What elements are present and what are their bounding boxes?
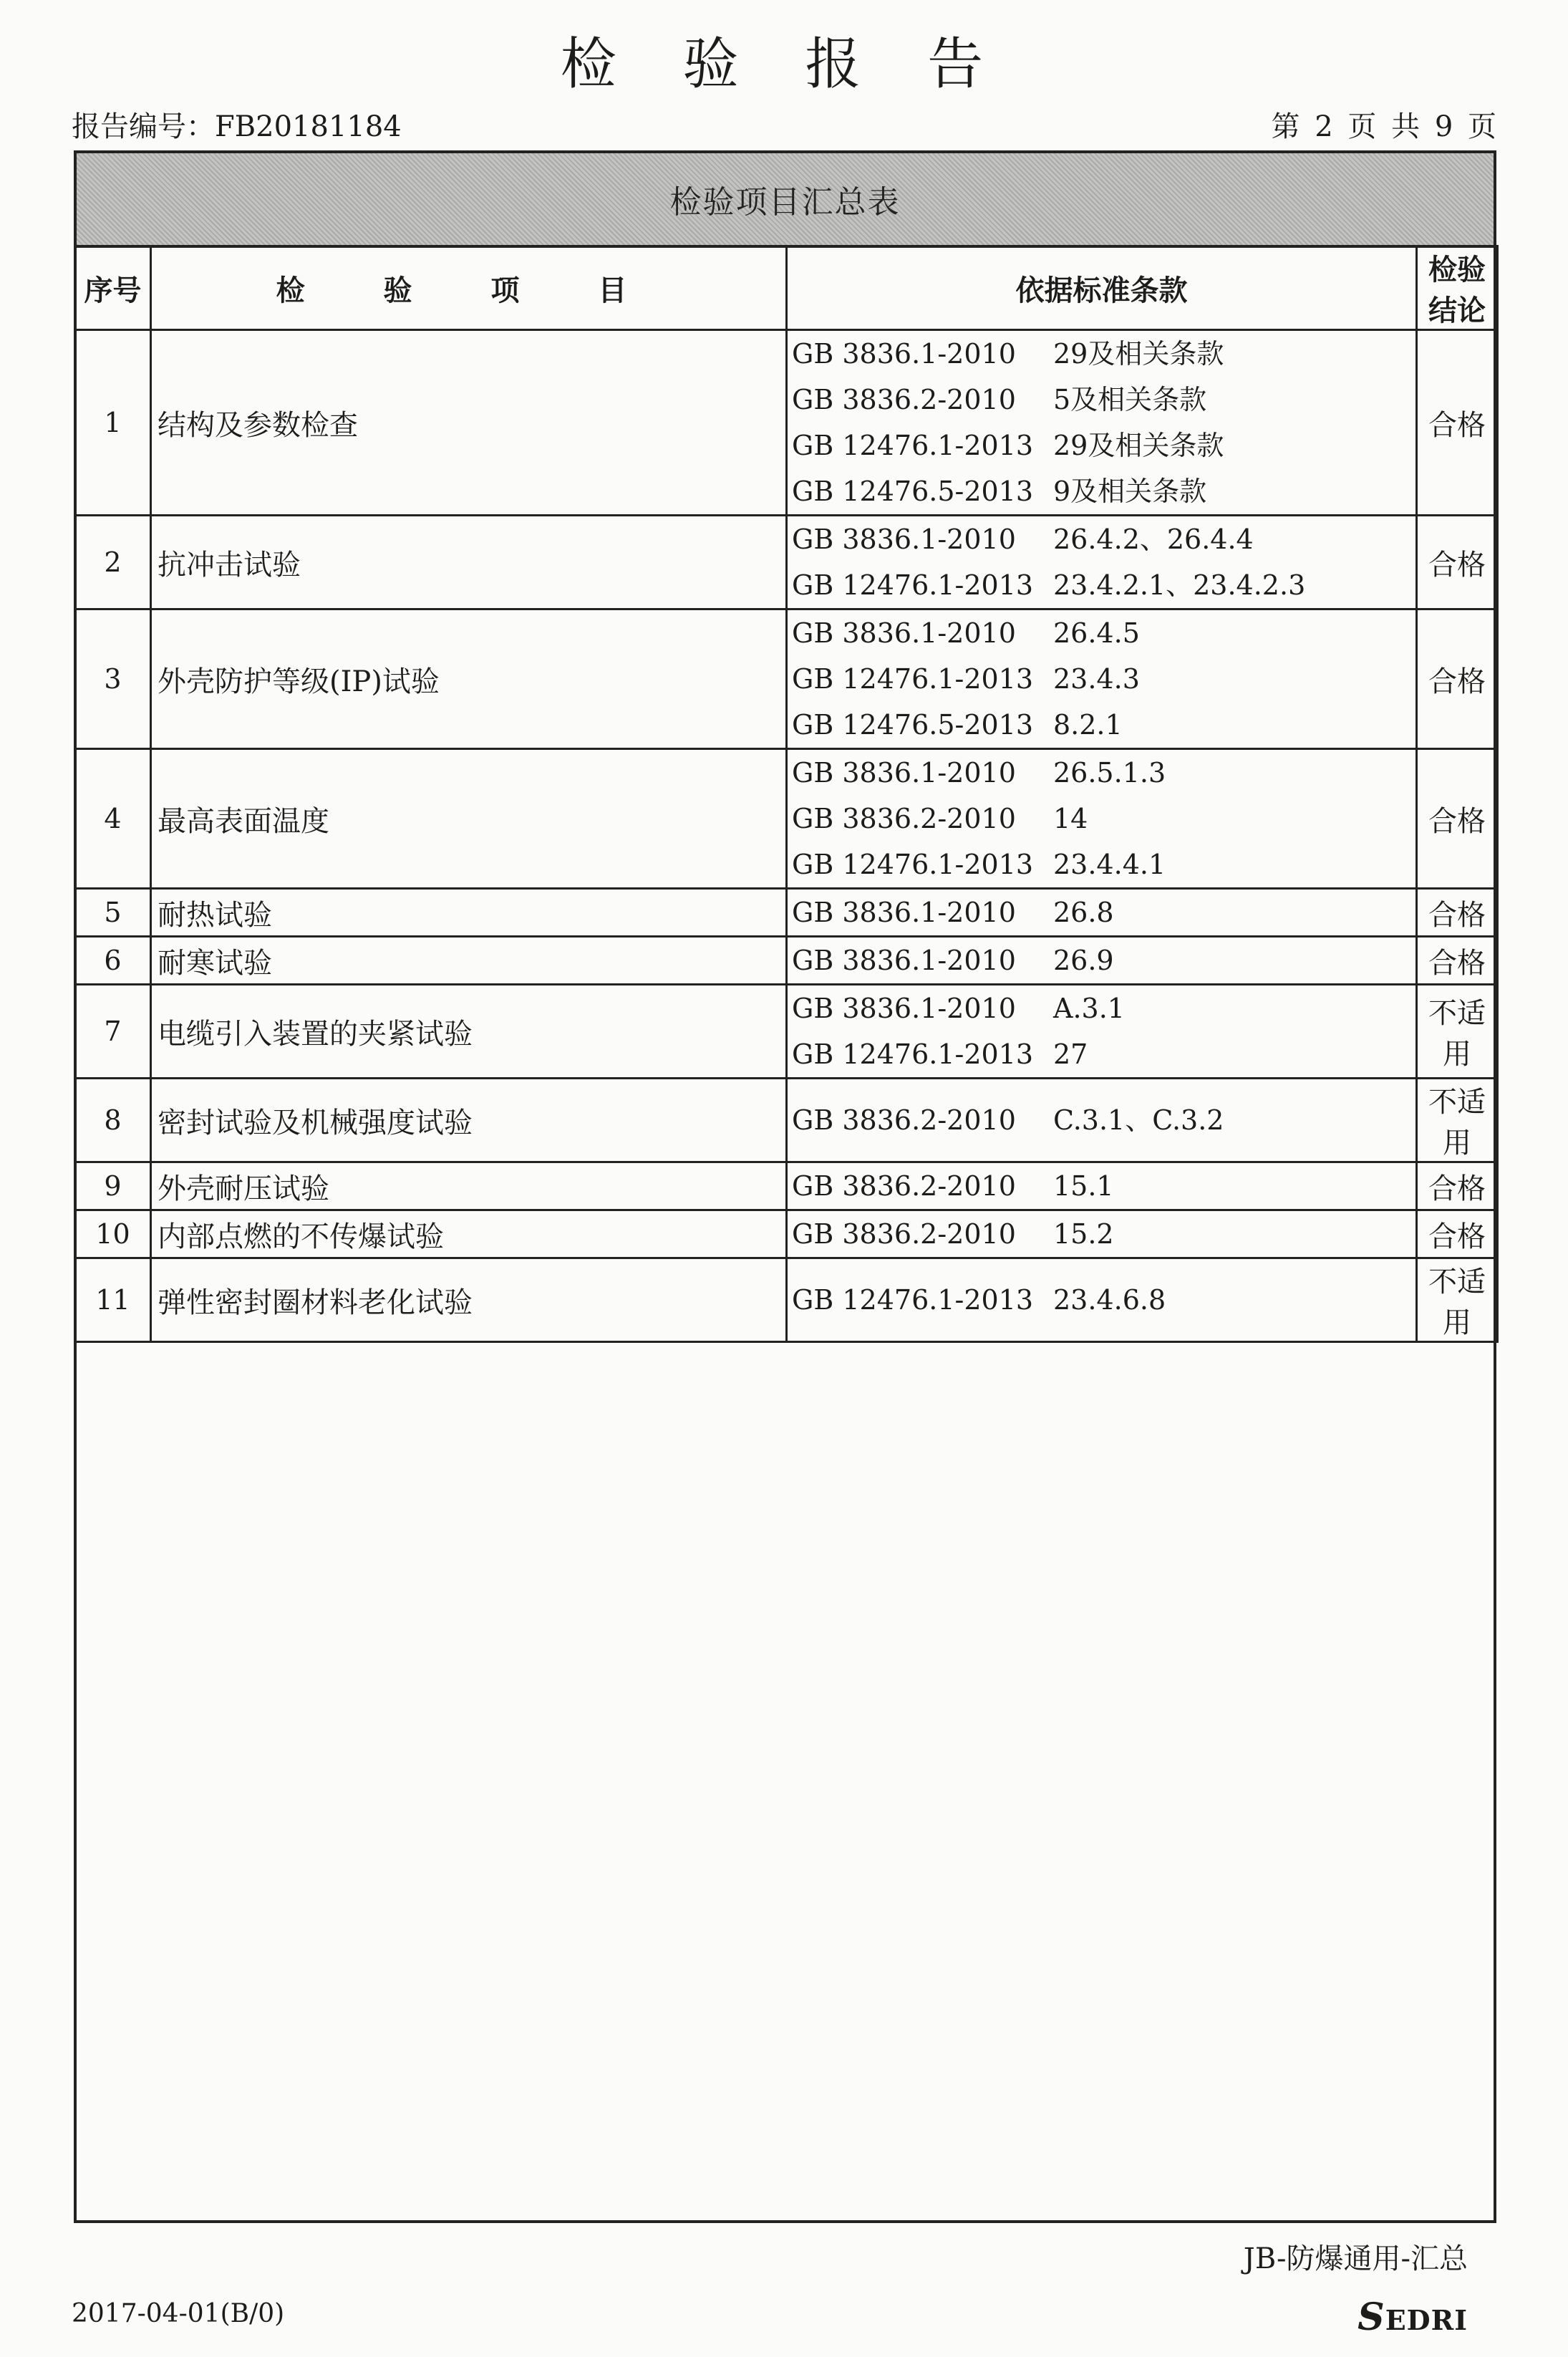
row-number: 6 xyxy=(75,937,151,985)
standard-code: GB 3836.1-2010 xyxy=(792,524,1016,555)
col-header-no: 序号 xyxy=(75,246,151,330)
inspection-item: 耐寒试验 xyxy=(151,937,787,985)
inspection-item: 密封试验及机械强度试验 xyxy=(151,1079,787,1162)
col-header-standard: 依据标准条款 xyxy=(787,246,1417,330)
row-number: 5 xyxy=(75,889,151,937)
inspection-result: 不适用 xyxy=(1417,1079,1498,1162)
inspection-result: 合格 xyxy=(1417,1162,1498,1210)
edition-date: 2017-04-01(B/0) xyxy=(72,2299,285,2328)
standard-code: GB 3836.1-2010 xyxy=(792,945,1016,976)
inspection-item: 弹性密封圈材料老化试验 xyxy=(151,1258,787,1342)
standard-clause: 26.9 xyxy=(1053,945,1114,976)
table-banner-title: 检验项目汇总表 xyxy=(669,184,901,221)
row-number: 1 xyxy=(75,330,151,516)
inspection-item: 外壳防护等级(IP)试验 xyxy=(151,609,787,749)
standard-code: GB 12476.1-2013 xyxy=(792,663,1034,695)
inspection-item: 耐热试验 xyxy=(151,889,787,937)
standard-clause: 26.8 xyxy=(1053,897,1114,928)
table-banner xyxy=(77,153,1494,248)
standard-clause: A.3.1 xyxy=(1053,993,1125,1024)
inspection-item: 外壳耐压试验 xyxy=(151,1162,787,1210)
standard-clause: 5及相关条款 xyxy=(1053,384,1207,415)
standard-clause: 23.4.6.8 xyxy=(1053,1284,1166,1316)
standard-line xyxy=(792,842,1415,887)
standard-line xyxy=(792,656,1415,702)
summary-table xyxy=(74,245,1499,1343)
standard-clause: 9及相关条款 xyxy=(1053,476,1207,507)
standard-clause: 14 xyxy=(1053,803,1088,834)
standard-code: GB 12476.1-2013 xyxy=(792,1284,1034,1316)
standard-line xyxy=(792,1031,1415,1077)
table-row xyxy=(75,749,1498,889)
standard-clause: C.3.1、C.3.2 xyxy=(1053,1104,1224,1136)
inspection-item: 最高表面温度 xyxy=(151,749,787,889)
standard-code: GB 12476.1-2013 xyxy=(792,1038,1034,1070)
row-number: 4 xyxy=(75,749,151,889)
inspection-result: 合格 xyxy=(1417,609,1498,749)
standard-clause: 23.4.2.1、23.4.2.3 xyxy=(1053,569,1306,601)
standard-line xyxy=(792,377,1415,423)
inspection-result: 合格 xyxy=(1417,937,1498,985)
page-indicator: 第 2 页 共 9 页 xyxy=(1271,110,1496,143)
table-row xyxy=(75,937,1498,985)
inspection-result: 不适用 xyxy=(1417,1258,1498,1342)
form-code: JB-防爆通用-汇总 xyxy=(1243,2242,1468,2275)
standard-code: GB 12476.5-2013 xyxy=(792,476,1034,507)
row-number: 8 xyxy=(75,1079,151,1162)
standard-line xyxy=(792,985,1415,1031)
standard-clauses xyxy=(787,1258,1417,1342)
standard-line xyxy=(792,890,1415,935)
inspection-item: 内部点燃的不传爆试验 xyxy=(151,1210,787,1258)
standard-clauses xyxy=(787,516,1417,609)
standard-line xyxy=(792,562,1415,608)
standard-code: GB 3836.1-2010 xyxy=(792,897,1016,928)
standard-clause: 23.4.4.1 xyxy=(1053,849,1166,880)
document-title: 检 验 报 告 xyxy=(560,32,1008,97)
standard-line xyxy=(792,796,1415,842)
inspection-result: 不适用 xyxy=(1417,985,1498,1079)
table-header-row xyxy=(75,246,1498,330)
standard-clauses xyxy=(787,1079,1417,1162)
standard-line xyxy=(792,1277,1415,1323)
standard-clauses xyxy=(787,1210,1417,1258)
logo-text: EDRI xyxy=(1385,2304,1468,2336)
standard-code: GB 3836.2-2010 xyxy=(792,1170,1016,1202)
table-row xyxy=(75,1210,1498,1258)
standard-line xyxy=(792,1211,1415,1257)
standard-code: GB 12476.5-2013 xyxy=(792,709,1034,741)
inspection-result: 合格 xyxy=(1417,749,1498,889)
report-number: 报告编号：FB20181184 xyxy=(72,110,402,143)
standard-code: GB 3836.2-2010 xyxy=(792,803,1016,834)
inspection-result: 合格 xyxy=(1417,1210,1498,1258)
inspection-result: 合格 xyxy=(1417,889,1498,937)
standard-clauses xyxy=(787,609,1417,749)
standard-line xyxy=(792,331,1415,377)
standard-clauses xyxy=(787,1162,1417,1210)
inspection-result: 合格 xyxy=(1417,330,1498,516)
standard-code: GB 3836.1-2010 xyxy=(792,757,1016,789)
standard-code: GB 12476.1-2013 xyxy=(792,569,1034,601)
standard-line xyxy=(792,702,1415,748)
table-row xyxy=(75,609,1498,749)
sedri-logo xyxy=(1358,2295,1468,2339)
standard-line xyxy=(792,1163,1415,1209)
standard-clauses xyxy=(787,330,1417,516)
standard-line xyxy=(792,468,1415,514)
table-row xyxy=(75,330,1498,516)
table-row xyxy=(75,1162,1498,1210)
inspection-item: 结构及参数检查 xyxy=(151,330,787,516)
row-number: 7 xyxy=(75,985,151,1079)
standard-clause: 26.4.5 xyxy=(1053,617,1140,649)
col-header-item: 检 验 项 目 xyxy=(151,246,787,330)
col-header-result: 检验结论 xyxy=(1417,246,1498,330)
standard-code: GB 3836.2-2010 xyxy=(792,1218,1016,1250)
standard-code: GB 12476.1-2013 xyxy=(792,849,1034,880)
table-row xyxy=(75,1079,1498,1162)
table-row xyxy=(75,516,1498,609)
standard-clauses xyxy=(787,937,1417,985)
standard-code: GB 12476.1-2013 xyxy=(792,430,1034,461)
table-row xyxy=(75,889,1498,937)
standard-clauses xyxy=(787,889,1417,937)
standard-line xyxy=(792,423,1415,468)
standard-line xyxy=(792,610,1415,656)
row-number: 11 xyxy=(75,1258,151,1342)
table-row xyxy=(75,1258,1498,1342)
standard-code: GB 3836.2-2010 xyxy=(792,384,1016,415)
table-row xyxy=(75,985,1498,1079)
standard-line xyxy=(792,1097,1415,1143)
row-number: 9 xyxy=(75,1162,151,1210)
inspection-result: 合格 xyxy=(1417,516,1498,609)
standard-clause: 23.4.3 xyxy=(1053,663,1140,695)
standard-line xyxy=(792,750,1415,796)
standard-clauses xyxy=(787,749,1417,889)
standard-clause: 26.4.2、26.4.4 xyxy=(1053,524,1254,555)
standard-line xyxy=(792,938,1415,983)
standard-code: GB 3836.1-2010 xyxy=(792,338,1016,370)
standard-clause: 15.1 xyxy=(1053,1170,1114,1202)
standard-line xyxy=(792,516,1415,562)
standard-clause: 29及相关条款 xyxy=(1053,430,1224,461)
standard-clause: 8.2.1 xyxy=(1053,709,1123,741)
row-number: 10 xyxy=(75,1210,151,1258)
row-number: 3 xyxy=(75,609,151,749)
logo-mark: S xyxy=(1358,2295,1385,2339)
inspection-item: 电缆引入装置的夹紧试验 xyxy=(151,985,787,1079)
standard-clause: 15.2 xyxy=(1053,1218,1114,1250)
standard-clause: 27 xyxy=(1053,1038,1088,1070)
standard-clause: 29及相关条款 xyxy=(1053,338,1224,370)
table-body xyxy=(75,330,1498,1342)
inspection-item: 抗冲击试验 xyxy=(151,516,787,609)
standard-code: GB 3836.1-2010 xyxy=(792,617,1016,649)
standard-code: GB 3836.2-2010 xyxy=(792,1104,1016,1136)
standard-code: GB 3836.1-2010 xyxy=(792,993,1016,1024)
row-number: 2 xyxy=(75,516,151,609)
standard-clause: 26.5.1.3 xyxy=(1053,757,1166,789)
standard-clauses xyxy=(787,985,1417,1079)
